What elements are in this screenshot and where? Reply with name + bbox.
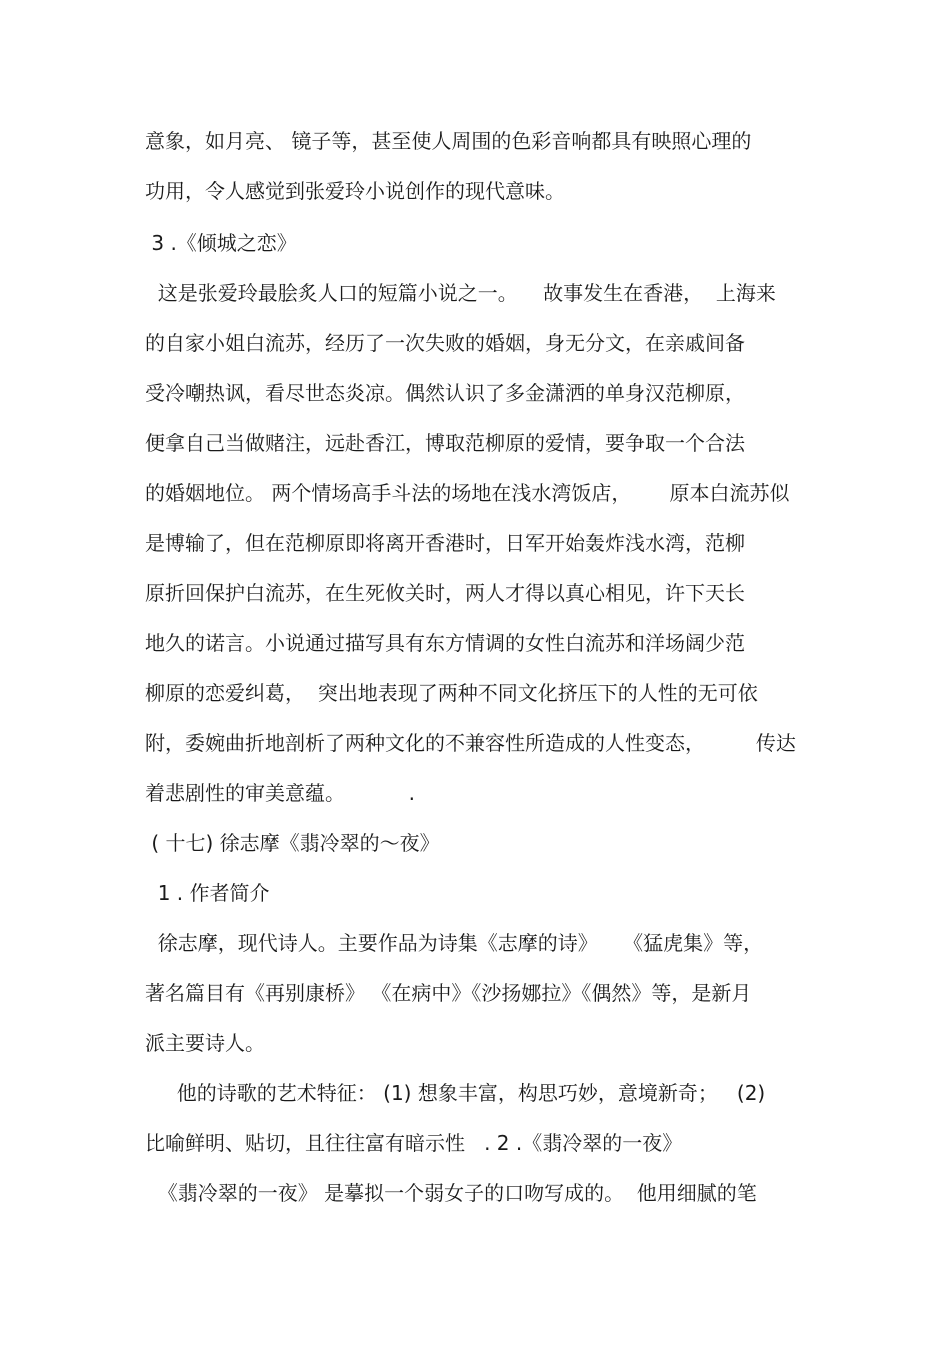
- text-line: 比喻鲜明、贴切，且往往富有暗示性 . 2 .《翡冷翠的一夜》: [145, 1131, 683, 1155]
- text-line: 意象，如月亮、 镜子等，甚至使人周围的色彩音响都具有映照心理的: [145, 129, 752, 153]
- text-line: 的婚姻地位。 两个情场高手斗法的场地在浅水湾饭店， 原本白流苏似: [145, 481, 790, 505]
- text-line: 徐志摩，现代诗人。主要作品为诗集《志摩的诗》 《猛虎集》等，: [145, 931, 764, 955]
- text-line: 他的诗歌的艺术特征： (1) 想象丰富，构思巧妙，意境新奇； (2): [145, 1081, 766, 1105]
- section-heading: ( 十七) 徐志摩《翡冷翠的～夜》: [145, 831, 440, 855]
- text-line: 地久的诺言。小说通过描写具有东方情调的女性白流苏和洋场阔少范: [145, 631, 745, 655]
- text-line: 原折回保护白流苏，在生死攸关时，两人才得以真心相见，许下天长: [145, 581, 745, 605]
- section-heading: 3 .《倾城之恋》: [145, 231, 297, 255]
- text-line: 着悲剧性的审美意蕴。 .: [145, 781, 415, 805]
- subsection-heading: 1 . 作者简介: [145, 881, 270, 905]
- text-line: 派主要诗人。: [145, 1031, 265, 1055]
- text-line: 柳原的恋爱纠葛， 突出地表现了两种不同文化挤压下的人性的无可依: [145, 681, 758, 705]
- text-line: 附，委婉曲折地剖析了两种文化的不兼容性所造成的人性变态， 传达: [145, 731, 796, 755]
- text-line: 受冷嘲热讽，看尽世态炎凉。偶然认识了多金潇洒的单身汉范柳原，: [145, 381, 745, 405]
- text-line: 是博输了，但在范柳原即将离开香港时，日军开始轰炸浅水湾，范柳: [145, 531, 745, 555]
- text-line: 功用，令人感觉到张爱玲小说创作的现代意味。: [145, 179, 565, 203]
- text-line: 便拿自己当做赌注，远赴香江，博取范柳原的爱情，要争取一个合法: [145, 431, 745, 455]
- text-line: 《翡冷翠的一夜》 是摹拟一个弱女子的口吻写成的。 他用细腻的笔: [145, 1181, 757, 1205]
- text-line: 著名篇目有《再别康桥》 《在病中》《沙扬娜拉》《偶然》等，是新月: [145, 981, 752, 1005]
- text-line: 的自家小姐白流苏，经历了一次失败的婚姻，身无分文，在亲戚间备: [145, 331, 745, 355]
- text-line: 这是张爱玲最脍炙人口的短篇小说之一。 故事发生在香港， 上海来: [145, 281, 776, 305]
